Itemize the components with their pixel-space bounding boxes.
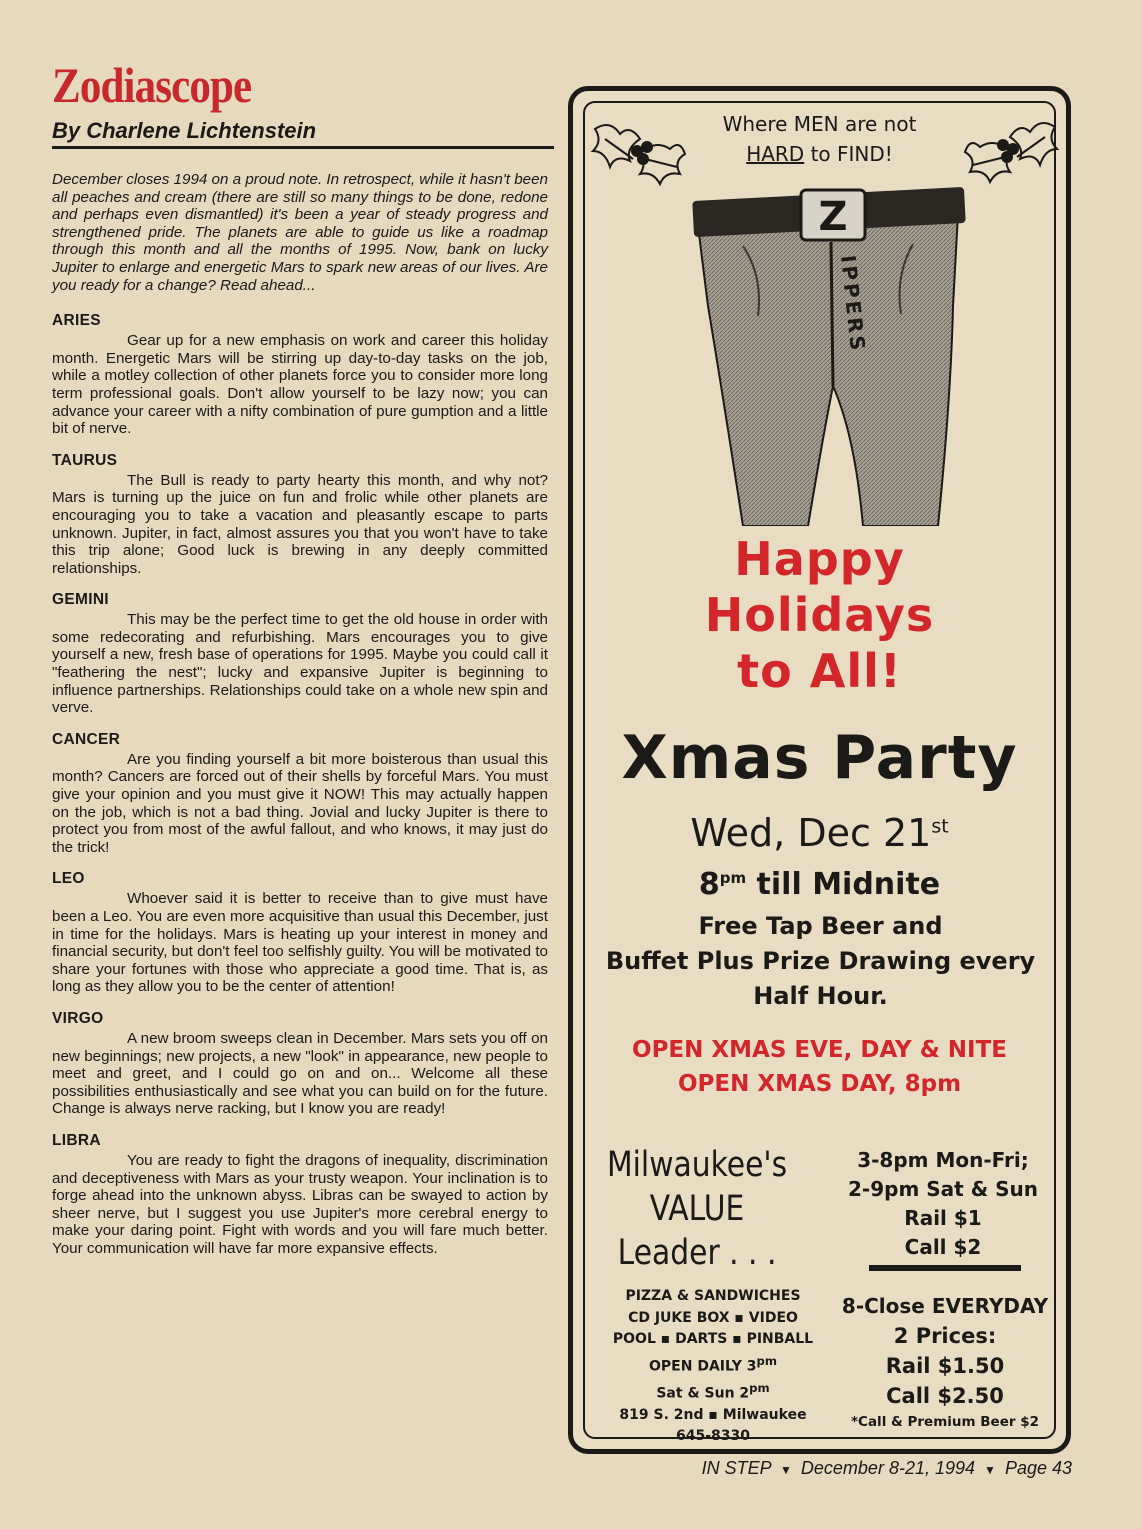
sign-heading: GEMINI: [52, 591, 109, 609]
amenity-line-1: PIZZA & SANDWICHES: [625, 1288, 801, 1304]
issue-dates: December 8-21, 1994: [800, 1458, 976, 1478]
happy-line-3: to All!: [737, 644, 902, 698]
tagline-to-find: to FIND!: [804, 142, 893, 166]
details-line-2: Buffet Plus Prize Drawing every: [605, 947, 1036, 975]
sign-text: Gear up for a new emphasis on work and career this holiday month. Energetic Mars will be stirring up day-to-day tasks on the job, while a motley collection of other planets force you to consider more long term professional goals. Don't allow yourself to be lazy now; you can advance your career with a nifty combination of pure gumption and a little bit of nerve.: [52, 332, 548, 438]
event-time: [573, 867, 1066, 902]
amenity-line-4: [603, 1351, 823, 1378]
amenity-line-3: POOL ▪ DARTS ▪ PINBALL: [612, 1331, 814, 1347]
amenity-line-2: CD JUKE BOX ▪ VIDEO: [628, 1309, 798, 1326]
date-text: Wed, Dec 21: [690, 811, 932, 855]
weekend-open: Sat & Sun 2: [656, 1385, 750, 1402]
sign-heading: CANCER: [52, 730, 121, 748]
hours-line-4: Call $2: [904, 1235, 982, 1259]
amenities-list: [603, 1286, 823, 1448]
details-line-3: Half Hour.: [753, 982, 888, 1010]
sign-heading: LEO: [52, 870, 85, 888]
happy-hour-prices: [843, 1146, 1043, 1262]
sign-text: The Bull is ready to party hearty this month, and why not? Mars is turning up the juice on fun and frolic while other planets are encouraging you to take a vacation and pleasantly escape to parts unknown. Jupiter, in fact, almost assures you that you won't have to take this trip alone; Good luck is brewing in any deeply committed relationships.: [52, 471, 548, 577]
tagline-hard: HARD: [746, 142, 805, 166]
sign-aries: [52, 312, 548, 438]
time-suffix: pm: [719, 869, 747, 887]
details-line-1: Free Tap Beer and: [698, 912, 943, 940]
jeans-illustration: [683, 186, 973, 526]
sign-heading: TAURUS: [52, 451, 118, 469]
tagline-line-2: [573, 139, 1066, 169]
divider: [869, 1265, 1021, 1271]
value-leader-slogan: [601, 1143, 793, 1275]
tagline-line-1: Where MEN are not: [722, 112, 917, 136]
publication-name: IN STEP: [701, 1458, 771, 1478]
hours-line-3: Rail $1: [904, 1206, 982, 1230]
hours-line-1: 3-8pm Mon-Fri;: [857, 1148, 1029, 1172]
sign-libra: [52, 1132, 548, 1258]
ad-tagline: [573, 109, 1066, 169]
separator-icon: ▼: [780, 1463, 792, 1477]
happy-line-2: Holidays: [704, 588, 935, 642]
sign-virgo: [52, 1010, 548, 1118]
sign-cancer: [52, 731, 548, 857]
slogan-line-2: VALUE: [649, 1189, 745, 1229]
article-byline: By Charlene Lichtenstein: [52, 118, 554, 149]
jeans-image: [683, 186, 973, 526]
separator-icon: ▼: [984, 1463, 996, 1477]
sign-heading: ARIES: [52, 312, 101, 330]
sign-text: This may be the perfect time to get the old house in order with some redecorating and refurbishing. Mars encourages you to give yourself a new, fresh base of operations for 1995. Maybe you could call it "feathering the nest"; lucky and expansive Jupiter is beginning to influence partnerships. Relationships could take on a whole new spin and verve.: [52, 611, 548, 717]
phone-number: 645-8330: [676, 1428, 750, 1445]
page-number: Page 43: [1004, 1458, 1072, 1478]
event-details: [593, 909, 1048, 1014]
bar-advertisement: [568, 86, 1071, 1454]
sign-text: Are you finding yourself a bit more boisterous than usual this month? Cancers are forced out of their shells by forceful Mars. You must give your opinion and you must give it NOW! This may actually happen on the job, which is not a bad thing. Jovial and lucky Jupiter is there to protect you from most of the awful fallout, and who knows, it may just do the trick!: [52, 750, 548, 856]
buckle-letter: Z: [818, 194, 848, 240]
page-footer: [702, 1458, 1072, 1479]
sign-text: Whoever said it is better to receive than to give must have been a Leo. You are even more acquisitive than usual this December, just in time for the holidays. Mars is heating up your interest in money and financial security, but don't feel too selfishly guilty. You will be motivated to share your fortunes with those who appreciate a good time. That is, as long as they allow you to be the center of attention!: [52, 890, 548, 996]
amenity-line-5: [603, 1378, 823, 1405]
article-title: Zodiascope: [52, 57, 252, 113]
address: 819 S. 2nd ▪ Milwaukee: [619, 1406, 807, 1423]
happy-holidays-heading: [573, 531, 1066, 699]
weekend-open-suffix: pm: [749, 1380, 770, 1395]
close-footnote: *Call & Premium Beer $2: [850, 1414, 1040, 1430]
hours-line-2: 2-9pm Sat & Sun: [848, 1177, 1038, 1201]
sign-taurus: [52, 452, 548, 578]
close-prices: [835, 1291, 1055, 1433]
close-line-4: Call $2.50: [886, 1384, 1004, 1408]
slogan-line-1: Milwaukee's: [607, 1145, 788, 1185]
open-daily-suffix: pm: [756, 1353, 777, 1368]
event-title: Xmas Party: [621, 723, 1018, 793]
close-line-2: 2 Prices:: [893, 1324, 997, 1348]
sign-text: A new broom sweeps clean in December. Mars sets you off on new beginnings; new projects, a new "look" in appearance, new people to meet and greet, and I could go on and on... Welcome all these possibilities enthusiastically and see what you can build on for the future. Change is always nerve racking, but I know you are ready!: [52, 1029, 548, 1118]
sign-leo: [52, 870, 548, 996]
sign-text: You are ready to fight the dragons of inequality, discrimination and deceptiveness with Mars as your trusty weapon. Your inclination is to forge ahead into the unknown abyss. Libras can be swayed to action by sheer nerve, but I suggest you use Jupiter's more cerebral energy to make your daring point. Fight with words and you will fare much better. Your communication will have far more expansive effects.: [52, 1151, 548, 1257]
event-date: [573, 811, 1066, 855]
open-daily: OPEN DAILY 3: [649, 1358, 757, 1375]
time-start: 8: [698, 867, 720, 902]
open-line-2: OPEN XMAS DAY, 8pm: [677, 1071, 962, 1097]
slogan-line-3: Leader . . .: [617, 1233, 777, 1273]
zodiac-column: [52, 58, 548, 1272]
close-line-3: Rail $1.50: [885, 1354, 1005, 1378]
sign-heading: VIRGO: [52, 1009, 104, 1027]
zipper-label: IPPERS: [836, 254, 871, 355]
open-line-1: OPEN XMAS EVE, DAY & NITE: [632, 1037, 1007, 1063]
sign-heading: LIBRA: [52, 1131, 101, 1149]
sign-gemini: [52, 591, 548, 717]
happy-line-1: Happy: [734, 532, 905, 586]
close-line-1: 8-Close EVERYDAY: [841, 1294, 1049, 1318]
open-hours-notice: [573, 1033, 1066, 1101]
article-intro: December closes 1994 on a proud note. In retrospect, while it hasn't been all peaches and cream (there are still so many things to be done, redone and perhaps even dismantled) it's been a year of steady progress and strengthened pride. The planets are able to guide us like a roadmap through this month and all the months of 1995. Now, bank on lucky Jupiter to enlarge and energetic Mars to spark new areas of our lives. Are you ready for a change? Read ahead...: [52, 171, 548, 294]
time-end: till Midnite: [746, 867, 941, 902]
date-suffix: st: [931, 815, 949, 838]
